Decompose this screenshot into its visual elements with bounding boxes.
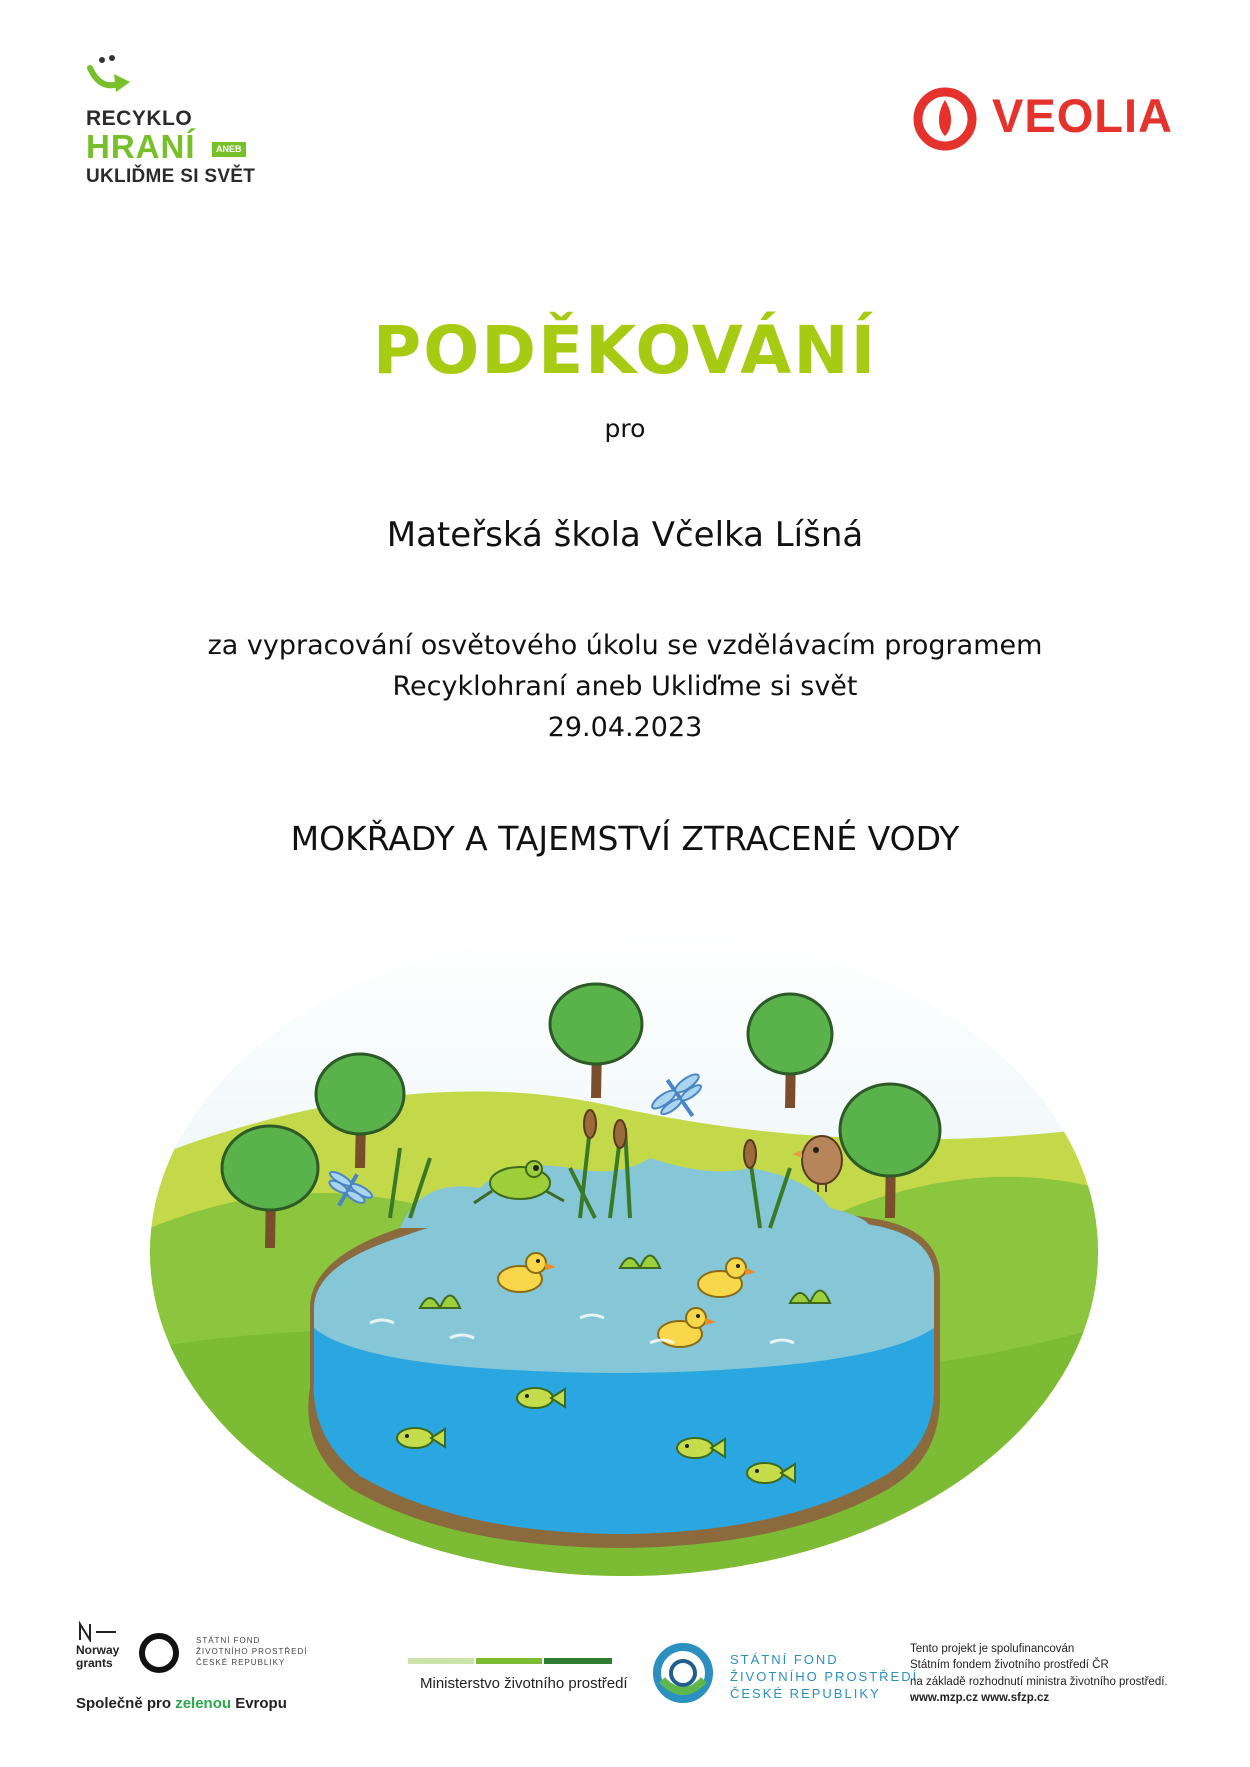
slogan-prefix: Společně pro: [76, 1695, 176, 1712]
sfzp-ring-icon: [136, 1630, 182, 1676]
pond-surface: [314, 1212, 934, 1373]
norway-grants-icon: [78, 1620, 118, 1642]
slogan-green: zelenou: [175, 1695, 232, 1712]
sfzp-small-label: [196, 1636, 307, 1668]
sfzp-big-label: [730, 1652, 918, 1703]
veolia-logo: [912, 86, 1172, 152]
recipient-name: Mateřská škola Včelka Líšná: [386, 515, 864, 555]
sfzp-big-line: STÁTNÍ FOND: [730, 1652, 839, 1667]
logo-line-uklidme: UKLIĎME SI SVĚT: [86, 166, 256, 187]
ministry-color-bars: [408, 1658, 612, 1664]
recycle-arrow-icon: [86, 50, 146, 98]
wetland-illustration: [150, 928, 1098, 1576]
sfzp-small-line: ČESKÉ REPUBLIKY: [196, 1657, 286, 1667]
veolia-emblem-icon: [912, 86, 982, 152]
slogan-suffix: Evropu: [231, 1695, 287, 1712]
sfzp-small-line: STÁTNÍ FOND: [196, 1636, 261, 1645]
task-topic: MOKŘADY A TAJEMSTVÍ ZTRACENÉ VODY: [290, 819, 960, 858]
sfzp-big-line: ŽIVOTNÍHO PROSTŘEDÍ: [730, 1668, 919, 1684]
slogan: [76, 1696, 287, 1712]
logo-tag-aneb: ANEB: [212, 142, 246, 157]
certificate-date: 29.04.2023: [547, 712, 703, 743]
recyklohrani-logo: [86, 50, 276, 190]
credit-links: www.mzp.cz www.sfzp.cz: [910, 1691, 1050, 1704]
credit-line: na základě rozhodnutí ministra životního prostředí.: [910, 1675, 1168, 1688]
certificate-title: PODĚKOVÁNÍ: [372, 312, 878, 389]
logo-line-recyklo: RECYKLO: [86, 107, 193, 130]
sfzp-small-line: ŽIVOTNÍHO PROSTŘEDÍ: [196, 1646, 308, 1656]
credit-line: Státním fondem životního prostředí ČR: [910, 1659, 1109, 1672]
reason-line-2: Recyklohraní aneb Ukliďme si svět: [392, 671, 858, 702]
norway-grants-label: Norway grants: [76, 1643, 120, 1670]
veolia-wordmark: VEOLIA: [992, 89, 1173, 142]
logo-line-hrani: HRANÍ: [86, 128, 196, 165]
sfzp-big-line: ČESKÉ REPUBLIKY: [730, 1685, 881, 1701]
cofinancing-note: [910, 1641, 1168, 1706]
credit-line: Tento projekt je spolufinancován: [910, 1643, 1075, 1655]
for-label: pro: [604, 414, 646, 443]
reason-line-1: za vypracování osvětového úkolu se vzdělávacím programem: [207, 630, 1043, 661]
sfzp-logo-icon: [650, 1640, 716, 1706]
ministry-label: Ministerstvo životního prostředí: [420, 1675, 628, 1692]
